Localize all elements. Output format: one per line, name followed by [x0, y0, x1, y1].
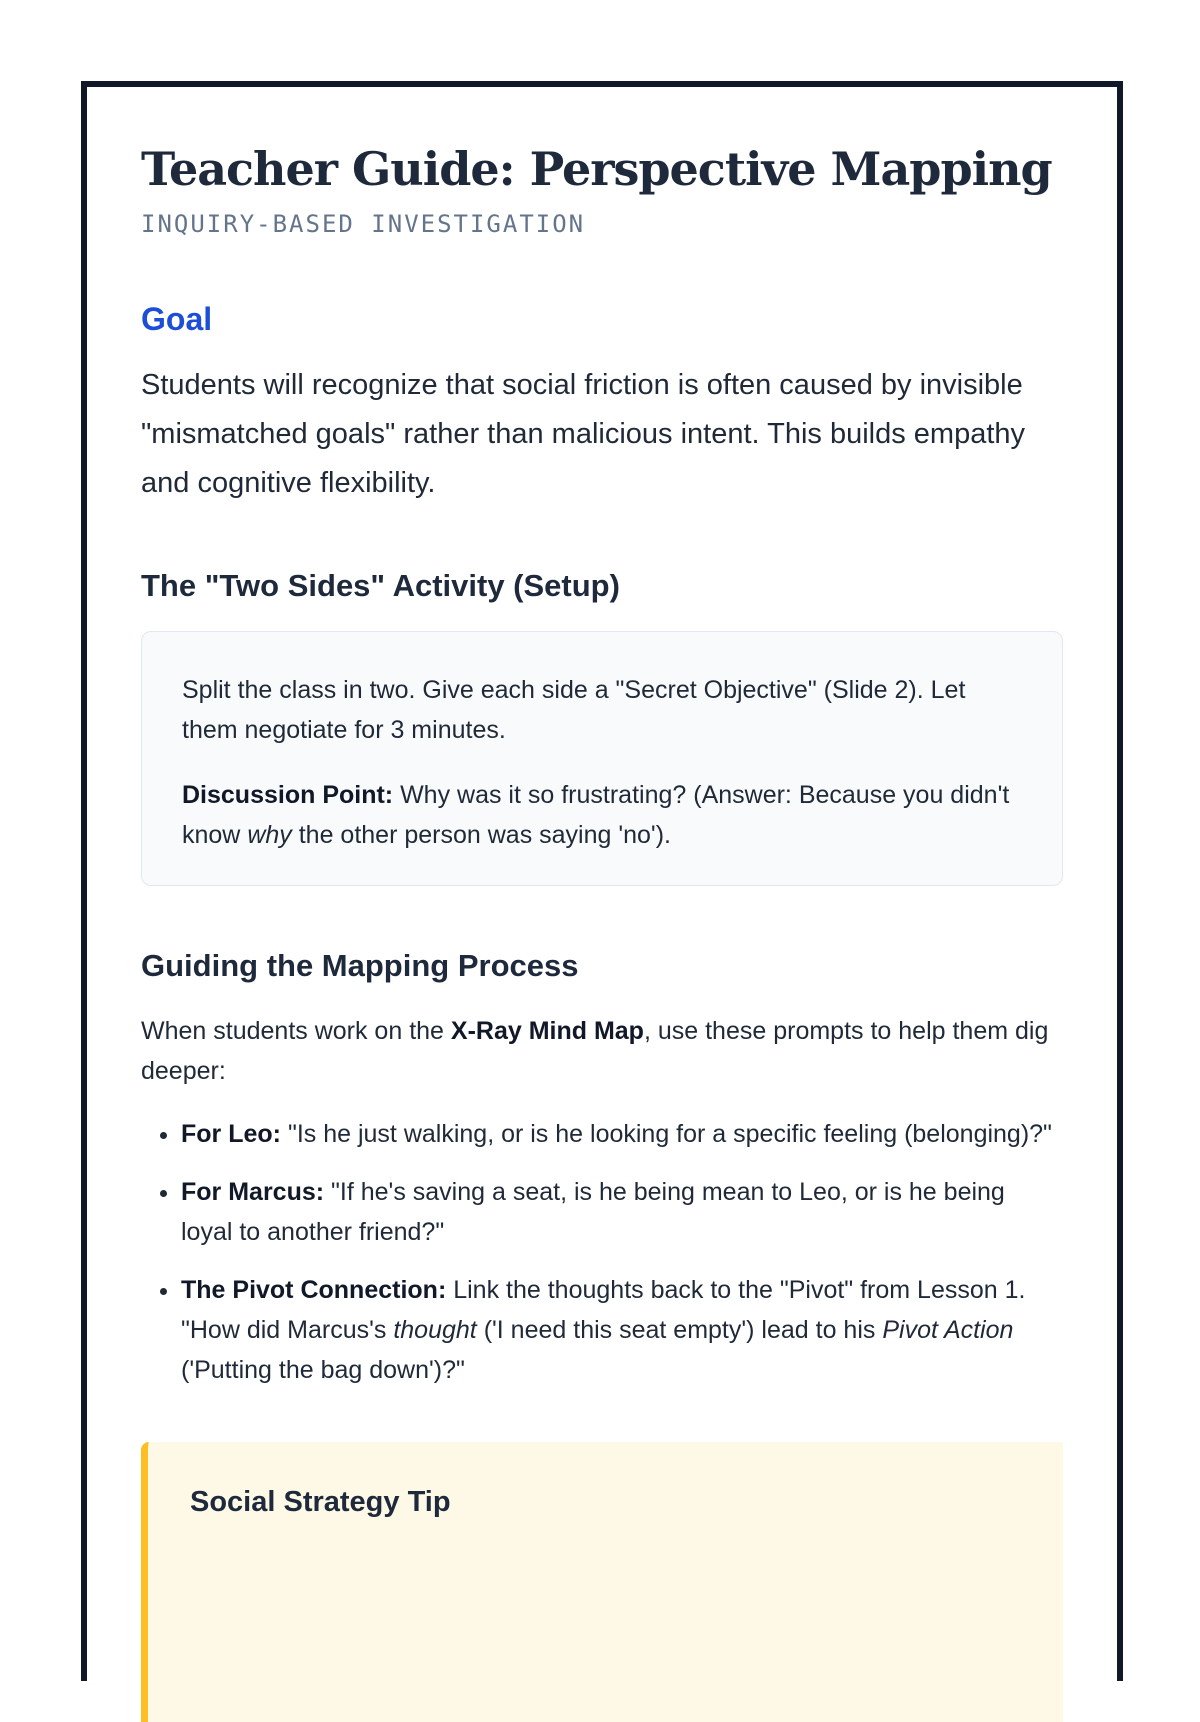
tip-heading: Social Strategy Tip — [190, 1486, 451, 1518]
guiding-intro-before: When students work on the — [141, 1017, 451, 1045]
social-strategy-tip-box — [141, 1442, 1063, 1722]
guiding-intro-bold: X-Ray Mind Map — [450, 1017, 644, 1045]
prompt-emphasis-pivot-action: Pivot Action — [882, 1316, 1014, 1344]
prompt-text-pivot-3: ('Putting the bag down')?" — [181, 1356, 465, 1384]
prompt-text-pivot-1: Link the thoughts back to the "Pivot" from Lesson 1. "How did Marcus's — [181, 1276, 1026, 1344]
discussion-emphasis: why — [247, 821, 292, 849]
list-item — [181, 1172, 1063, 1252]
guiding-heading: Guiding the Mapping Process — [141, 948, 579, 983]
prompt-label-leo: For Leo: — [181, 1120, 281, 1148]
prompt-list — [141, 1114, 1063, 1390]
prompt-text-marcus: "If he's saving a seat, is he being mean to Leo, or is he being loyal to another friend?" — [181, 1178, 1005, 1246]
prompt-text-leo: "Is he just walking, or is he looking for a specific feeling (belonging)?" — [281, 1120, 1052, 1148]
list-item — [181, 1114, 1063, 1154]
activity-setup-box — [141, 631, 1063, 886]
guiding-intro — [141, 1011, 1063, 1091]
discussion-text-before: Why was it so frustrating? (Answer: Because you didn't know — [182, 781, 1010, 849]
goal-text: Students will recognize that social friction is often caused by invisible "mismatched goals" rather than malicious intent. This builds empathy and cognitive flexibility. — [141, 369, 1026, 499]
goal-heading: Goal — [141, 301, 213, 337]
activity-instructions: Split the class in two. Give each side a "Secret Objective" (Slide 2). Let them negotiate for 3 minutes. — [182, 676, 966, 744]
prompt-text-pivot-2: ('I need this seat empty') lead to his — [476, 1316, 883, 1344]
prompt-label-marcus: For Marcus: — [181, 1178, 325, 1206]
teacher-guide-card — [81, 81, 1123, 1681]
page-title: Teacher Guide: Perspective Mapping — [141, 142, 1052, 196]
discussion-text-after: the other person was saying 'no'). — [291, 821, 671, 849]
prompt-emphasis-thought: thought — [393, 1316, 477, 1344]
discussion-point — [182, 775, 1022, 855]
activity-heading: The "Two Sides" Activity (Setup) — [141, 568, 620, 603]
guiding-intro-after: , use these prompts to help them dig deeper: — [141, 1017, 1049, 1085]
page-subtitle: INQUIRY-BASED INVESTIGATION — [141, 210, 586, 238]
list-item — [181, 1270, 1063, 1390]
prompt-label-pivot: The Pivot Connection: — [181, 1276, 447, 1304]
discussion-label: Discussion Point: — [182, 781, 394, 809]
